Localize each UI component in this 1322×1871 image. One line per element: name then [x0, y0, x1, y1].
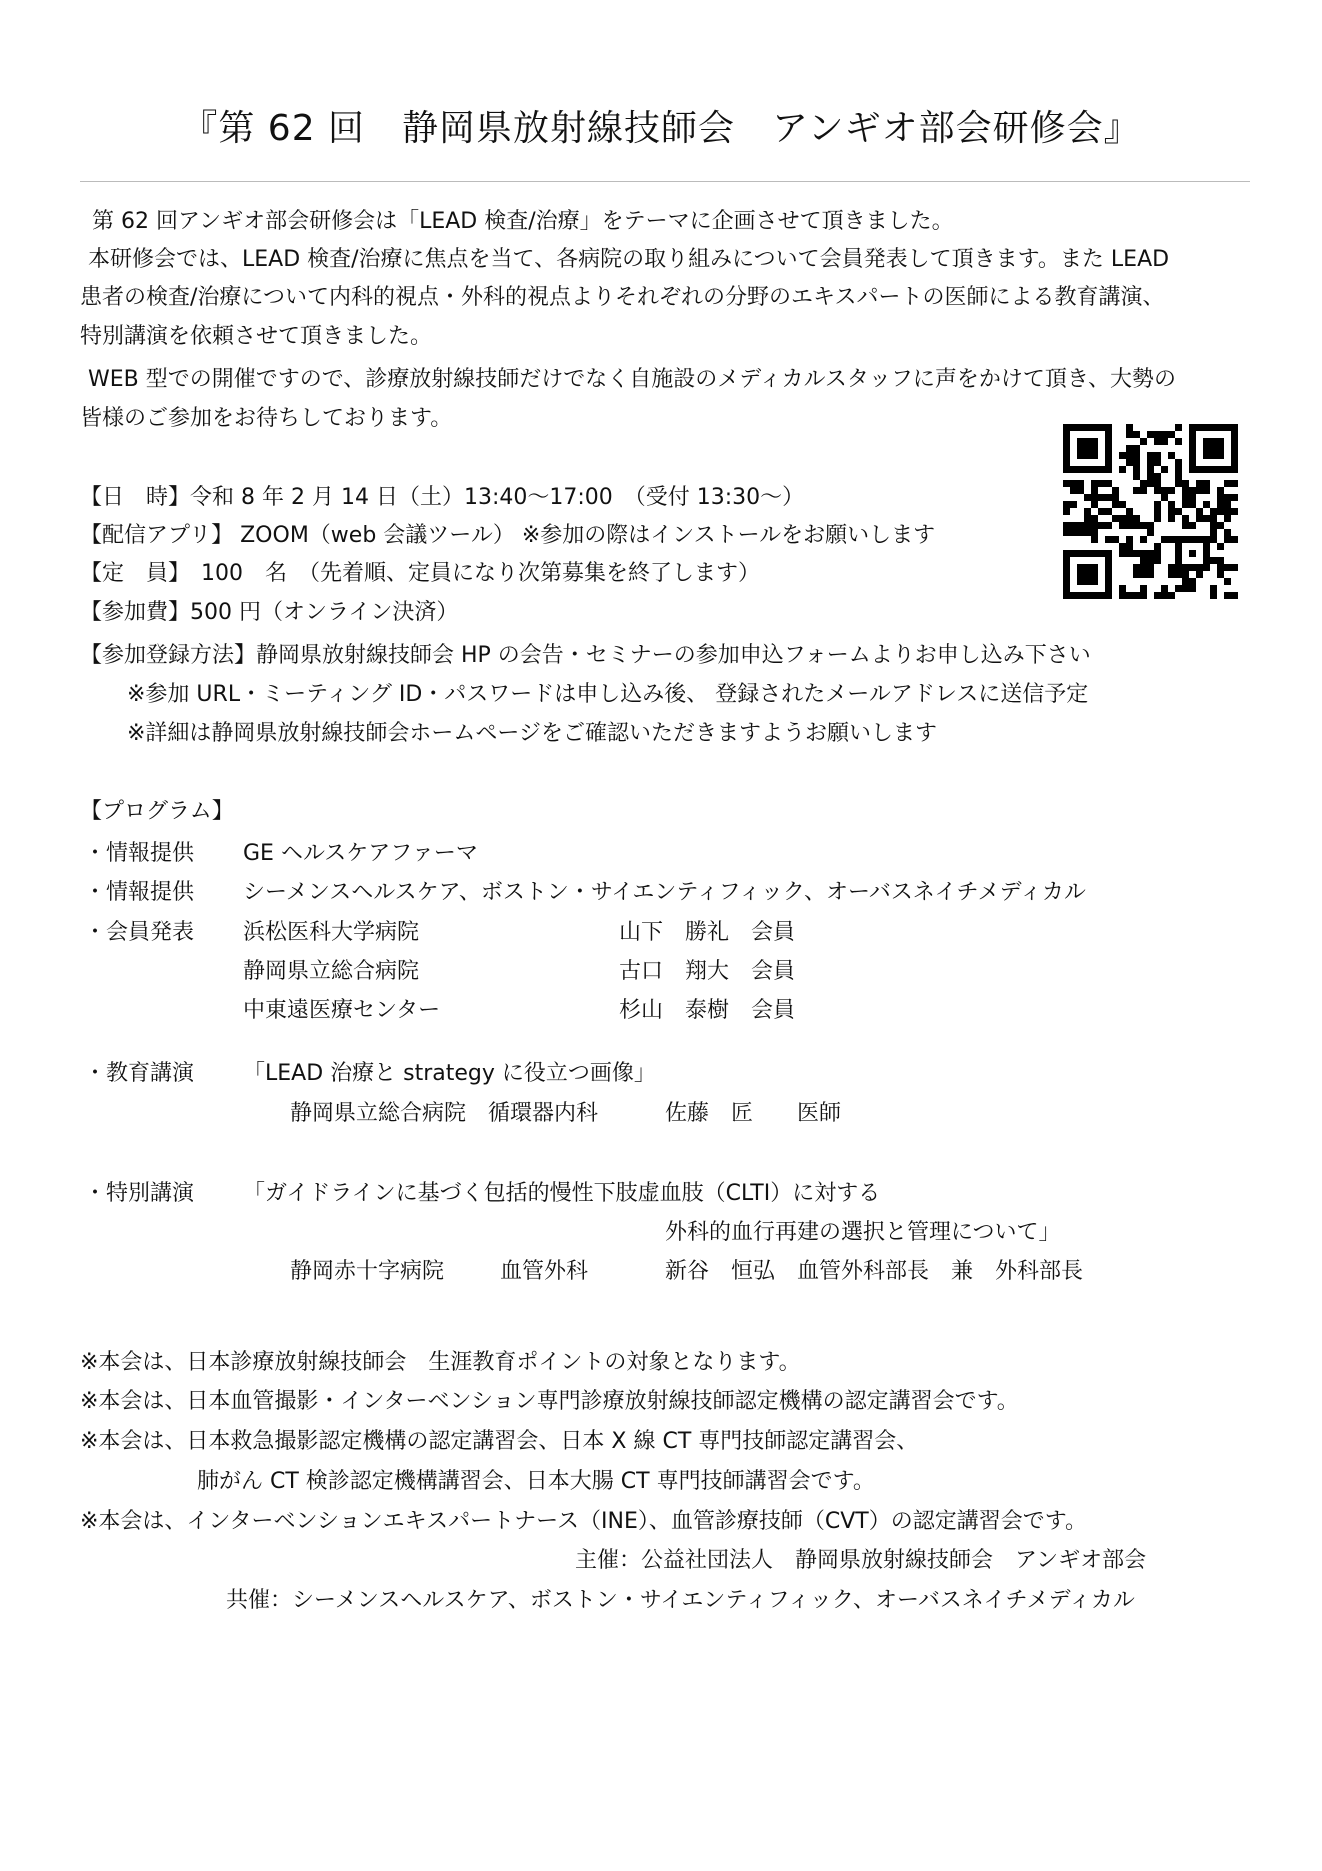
info1-value: GE ヘルスケアファーマ: [243, 841, 478, 866]
intro-line-6: 皆様のご参加をお待ちしております。: [80, 406, 453, 431]
members-label: ・会員発表: [84, 920, 195, 945]
member-hospital: 中東遠医療センター: [243, 998, 441, 1023]
organizer: 主催：公益社団法人 静岡県放射線技師会 アンギオ部会: [575, 1548, 1147, 1573]
edu-title: 「LEAD 治療と strategy に役立つ画像」: [243, 1061, 656, 1086]
edu-speaker: 佐藤 匠 医師: [665, 1101, 842, 1126]
info2-label: ・情報提供: [84, 880, 195, 905]
registration-note-2: ※詳細は静岡県放射線技師会ホームページをご確認いただきますようお願いします: [127, 721, 937, 746]
capacity-line: 【定 員】 100 名 （先着順、定員になり次第募集を終了します）: [80, 561, 760, 586]
note-3b: 肺がん CT 検診認定機構講習会、日本大腸 CT 専門技師講習会です。: [197, 1469, 875, 1494]
special-title-1: 「ガイドラインに基づく包括的慢性下肢虚血肢（CLTI）に対する: [243, 1181, 881, 1206]
program-heading: 【プログラム】: [80, 799, 234, 824]
special-speaker: 新谷 恒弘 血管外科部長 兼 外科部長: [665, 1259, 1084, 1284]
note-2: ※本会は、日本血管撮影・インターベンション専門診療放射線技師認定機構の認定講習会です。: [80, 1389, 1019, 1414]
special-label: ・特別講演: [84, 1181, 195, 1206]
intro-line-4: 特別講演を依頼させて頂きました。: [80, 324, 433, 349]
edu-affiliation: 静岡県立総合病院 循環器内科: [290, 1101, 599, 1126]
note-1: ※本会は、日本診療放射線技師会 生涯教育ポイントの対象となります。: [80, 1350, 801, 1375]
intro-line-5: WEB 型での開催ですので、診療放射線技師だけでなく自施設のメディカルスタッフに声をかけて頂き、大勢の: [88, 367, 1177, 392]
member-hospital: 静岡県立総合病院: [243, 959, 420, 984]
note-4: ※本会は、インターベンションエキスパートナース（INE）、血管診療技師（CVT）の認定講習会です。: [80, 1509, 1087, 1534]
member-name: 古口 翔大 会員: [619, 959, 796, 984]
member-hospital: 浜松医科大学病院: [243, 920, 420, 945]
intro-line-2: 本研修会では、LEAD 検査/治療に焦点を当て、各病院の取り組みについて会員発表して頂きます。また LEAD: [88, 247, 1170, 272]
note-3a: ※本会は、日本救急撮影認定機構の認定講習会、日本 X 線 CT 専門技師認定講習会、: [80, 1429, 919, 1454]
member-name: 杉山 泰樹 会員: [619, 998, 796, 1023]
cosponsor: 共催：シーメンスヘルスケア、ボストン・サイエンティフィック、オーバスネイチメディカル: [226, 1588, 1135, 1613]
edu-label: ・教育講演: [84, 1061, 195, 1086]
title-divider: [80, 181, 1250, 182]
info1-label: ・情報提供: [84, 841, 195, 866]
qr-code-graphic: [1063, 424, 1238, 599]
registration-line: 【参加登録方法】静岡県放射線技師会 HP の会告・セミナーの参加申込フォームよりお申し込み下さい: [80, 643, 1091, 668]
fee-line: 【参加費】500 円（オンライン決済）: [80, 600, 459, 625]
app-line: 【配信アプリ】 ZOOM（web 会議ツール） ※参加の際はインストールをお願いします: [80, 523, 936, 548]
special-affiliation-dept: 血管外科: [500, 1259, 589, 1284]
intro-line-3: 患者の検査/治療について内科的視点・外科的視点よりそれぞれの分野のエキスパートの医師による教育講演、: [80, 285, 1165, 310]
intro-line-1: 第 62 回アンギオ部会研修会は「LEAD 検査/治療」をテーマに企画させて頂きました。: [92, 209, 954, 234]
special-affiliation-hospital: 静岡赤十字病院: [290, 1259, 445, 1284]
member-name: 山下 勝礼 会員: [619, 920, 796, 945]
registration-note-1: ※参加 URL・ミーティング ID・パスワードは申し込み後、 登録されたメールアドレスに送信予定: [127, 682, 1089, 707]
datetime-line: 【日 時】令和 8 年 2 月 14 日（土）13:40～17:00 （受付 13:30～）: [80, 485, 805, 510]
info2-value: シーメンスヘルスケア、ボストン・サイエンティフィック、オーバスネイチメディカル: [243, 880, 1086, 905]
page-title: 『第 62 回 静岡県放射線技師会 アンギオ部会研修会』: [181, 108, 1141, 149]
qr-code-icon[interactable]: [1063, 424, 1238, 599]
special-title-2: 外科的血行再建の選択と管理について」: [665, 1220, 1061, 1245]
